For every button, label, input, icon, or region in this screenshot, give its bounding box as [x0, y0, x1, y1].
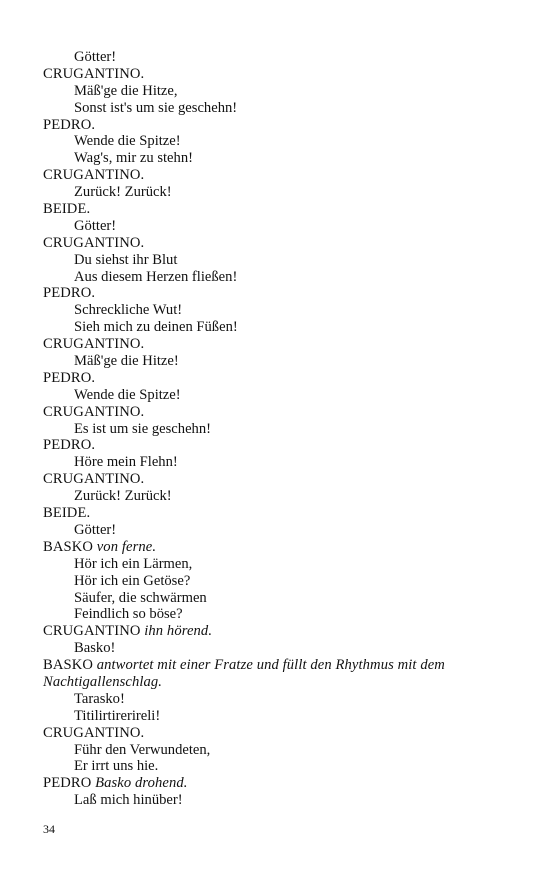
verse-line: Mäß'ge die Hitze! — [74, 353, 179, 370]
speaker-name: PEDRO. — [43, 116, 96, 133]
speaker-name: BEIDE. — [43, 505, 91, 522]
speaker-name: PEDRO. — [43, 285, 96, 302]
speaker-name: CRUGANTINO. — [43, 167, 145, 184]
play-text — [43, 49, 493, 809]
speaker-name: CRUGANTINO. — [43, 403, 145, 420]
speaker-line — [43, 117, 493, 134]
speaker-line — [43, 471, 493, 488]
speaker-line — [43, 775, 493, 792]
speaker-line — [43, 201, 493, 218]
verse-line: Wag's, mir zu stehn! — [74, 150, 193, 167]
stage-direction: antwortet mit einer Fratze und füllt den Rhythmus mit dem Nachtigallenschlag. — [43, 657, 445, 690]
verse-line: Basko! — [74, 640, 116, 657]
verse-line: Sonst ist's um sie geschehn! — [74, 99, 238, 116]
speaker-line — [43, 505, 493, 522]
speaker-line — [43, 336, 493, 353]
verse-line: Führ den Verwundeten, — [74, 741, 211, 758]
verse-line: Wende die Spitze! — [74, 133, 181, 150]
page-number: 34 — [43, 822, 55, 836]
speaker-line — [43, 539, 493, 556]
verse-line: Er irrt uns hie. — [74, 758, 159, 775]
speaker-line — [43, 285, 493, 302]
speaker-line — [43, 623, 493, 640]
speaker-name: BASKO — [43, 538, 93, 555]
speaker-name: BEIDE. — [43, 201, 91, 218]
speaker-name: PEDRO. — [43, 437, 96, 454]
verse-line: Götter! — [74, 521, 117, 538]
speaker-name: CRUGANTINO. — [43, 336, 145, 353]
verse-line: Sieh mich zu deinen Füßen! — [74, 319, 238, 336]
speaker-name: CRUGANTINO. — [43, 724, 145, 741]
verse-line: Götter! — [74, 217, 117, 234]
speaker-name: PEDRO. — [43, 369, 96, 386]
speaker-line — [43, 167, 493, 184]
speaker-line — [43, 725, 493, 742]
verse-line: Hör ich ein Getöse? — [74, 572, 191, 589]
verse-line: Zurück! Zurück! — [74, 488, 172, 505]
verse-line: Zurück! Zurück! — [74, 184, 172, 201]
verse-line: Höre mein Flehn! — [74, 454, 178, 471]
speaker-line — [43, 404, 493, 421]
verse-line: Wende die Spitze! — [74, 386, 181, 403]
verse-line: Aus diesem Herzen fließen! — [74, 268, 238, 285]
verse-line: Hör ich ein Lärmen, — [74, 555, 193, 572]
stage-direction: von ferne. — [96, 538, 157, 555]
speaker-line — [43, 235, 493, 252]
speaker-line — [43, 66, 493, 83]
stage-direction: Basko drohend. — [95, 775, 188, 792]
speaker-line — [43, 370, 493, 387]
verse-line: Laß mich hinüber! — [74, 792, 183, 809]
speaker-name: BASKO — [43, 657, 93, 674]
speaker-name: CRUGANTINO. — [43, 65, 145, 82]
verse-line: Feindlich so böse? — [74, 606, 183, 623]
speaker-name: CRUGANTINO — [43, 623, 141, 640]
speaker-name: CRUGANTINO. — [43, 234, 145, 251]
speaker-name: CRUGANTINO. — [43, 471, 145, 488]
speaker-line — [43, 437, 493, 454]
stage-direction: ihn hörend. — [144, 623, 213, 640]
verse-line: Du siehst ihr Blut — [74, 251, 178, 268]
verse-line: Götter! — [74, 49, 117, 65]
verse-line: Säufer, die schwärmen — [74, 589, 207, 606]
verse-line: Schreckliche Wut! — [74, 302, 183, 319]
verse-line: Tarasko! — [74, 690, 125, 707]
speaker-line — [43, 657, 493, 691]
speaker-name: PEDRO — [43, 775, 92, 792]
verse-line: Mäß'ge die Hitze, — [74, 82, 178, 99]
verse-line: Es ist um sie geschehn! — [74, 420, 211, 437]
verse-line: Titilirtirerireli! — [74, 707, 161, 724]
